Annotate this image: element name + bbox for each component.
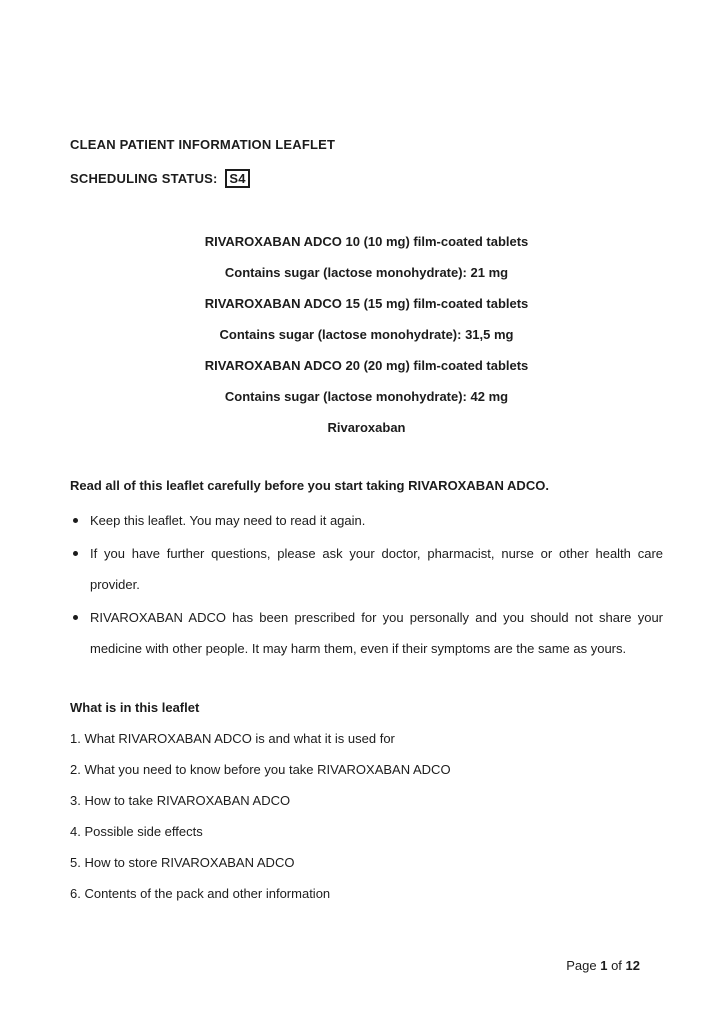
- list-item: [70, 538, 663, 600]
- bullet-text: Keep this leaflet. You may need to read it again.: [90, 513, 366, 528]
- toc-item-5: 5. How to store RIVAROXABAN ADCO: [70, 855, 295, 870]
- bullet-icon: [73, 518, 78, 523]
- toc-item-6: 6. Contents of the pack and other information: [70, 886, 331, 901]
- bullet-icon: [73, 551, 78, 556]
- scheduling-status-label: SCHEDULING STATUS:: [70, 171, 218, 186]
- product-sugar-note: Contains sugar (lactose monohydrate): 21 mg: [224, 265, 509, 280]
- product-sugar-note: Contains sugar (lactose monohydrate): 42 mg: [224, 389, 509, 404]
- footer-page-label: Page: [566, 958, 597, 973]
- active-ingredient-name: Rivaroxaban: [327, 420, 406, 435]
- scheduling-status-line: [70, 163, 663, 194]
- bullet-text: RIVAROXABAN ADCO has been prescribed for you personally and you should not share your medicine with other people. It may harm them, even if their symptoms are the same as yours.: [90, 610, 663, 656]
- page-number-footer: [566, 956, 640, 976]
- page-content: [70, 0, 663, 909]
- toc-heading: What is in this leaflet: [70, 700, 200, 715]
- toc-item-2: 2. What you need to know before you take RIVAROXABAN ADCO: [70, 762, 451, 777]
- document-title: CLEAN PATIENT INFORMATION LEAFLET: [70, 137, 336, 152]
- bullet-icon: [73, 615, 78, 620]
- product-heading: RIVAROXABAN ADCO 10 (10 mg) film-coated tablets: [204, 234, 529, 249]
- list-item: [70, 505, 663, 536]
- read-leaflet-heading: Read all of this leaflet carefully before you start taking RIVAROXABAN ADCO.: [70, 478, 549, 493]
- product-heading: RIVAROXABAN ADCO 15 (15 mg) film-coated tablets: [204, 296, 529, 311]
- toc-item-4: 4. Possible side effects: [70, 824, 203, 839]
- product-heading-block: [70, 226, 663, 443]
- list-item: [70, 602, 663, 664]
- scheduling-status-badge: S4: [225, 169, 249, 188]
- toc-item-3: 3. How to take RIVAROXABAN ADCO: [70, 793, 291, 808]
- product-heading: RIVAROXABAN ADCO 20 (20 mg) film-coated tablets: [204, 358, 529, 373]
- footer-page-number: 1: [600, 958, 608, 973]
- bullet-text: If you have further questions, please ask your doctor, pharmacist, nurse or other health care provider.: [90, 546, 663, 592]
- toc-item-1: 1. What RIVAROXABAN ADCO is and what it is used for: [70, 731, 395, 746]
- footer-of-label: of: [611, 958, 622, 973]
- footer-total-pages: 12: [625, 958, 640, 973]
- product-sugar-note: Contains sugar (lactose monohydrate): 31,5 mg: [219, 327, 514, 342]
